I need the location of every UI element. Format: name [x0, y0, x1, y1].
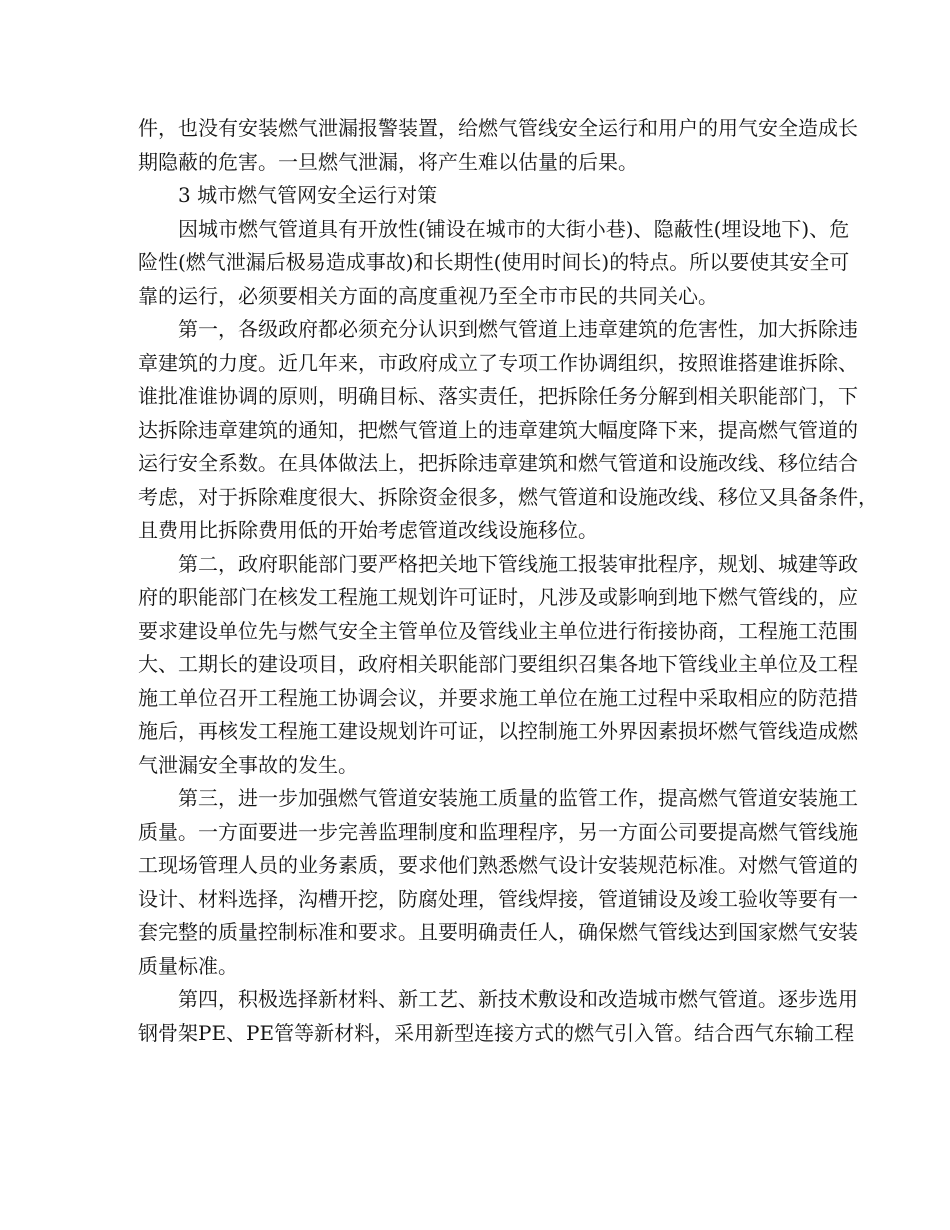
text-line: 要求建设单位先与燃气安全主管单位及管线业主单位进行衔接协商，工程施工范围 — [138, 618, 858, 643]
text-line: 第三，进一步加强燃气管道安装施工质量的监管工作，提高燃气管道安装施工 — [178, 786, 858, 810]
text-line: 第二，政府职能部门要严格把关地下管线施工报装审批程序，规划、城建等政 — [178, 551, 858, 576]
text-line: 工现场管理人员的业务素质，要求他们熟悉燃气设计安装规范标准。对燃气管道的 — [138, 853, 858, 877]
text-line: 气泄漏安全事故的发生。 — [138, 752, 358, 777]
text-line: 第一，各级政府都必须充分认识到燃气管道上违章建筑的危害性，加大拆除违 — [178, 317, 858, 341]
text-line: 期隐蔽的危害。一旦燃气泄漏，将产生难以估量的后果。 — [138, 149, 638, 174]
text-line: 套完整的质量控制标准和要求。且要明确责任人，确保燃气管线达到国家燃气安装 — [138, 920, 858, 944]
text-line: 大、工期长的建设项目，政府相关职能部门要组织召集各地下管线业主单位及工程 — [138, 652, 858, 676]
text-line: 3 城市燃气管网安全运行对策 — [178, 183, 438, 207]
text-line: 施工单位召开工程施工协调会议，并要求施工单位在施工过程中采取相应的防范措 — [138, 685, 858, 710]
text-line: 施后，再核发工程施工建设规划许可证，以控制施工外界因素损坏燃气管线造成燃 — [138, 719, 858, 743]
text-line: 钢骨架PE、PE管等新材料，采用新型连接方式的燃气引入管。结合西气东输工程 — [138, 1020, 855, 1045]
text-line: 靠的运行，必须要相关方面的高度重视乃至全市市民的共同关心。 — [138, 283, 718, 308]
text-line: 质量。一方面要进一步完善监理制度和监理程序，另一方面公司要提高燃气管线施 — [138, 819, 858, 844]
text-line: 且费用比拆除费用低的开始考虑管道改线设施移位。 — [138, 518, 598, 542]
text-line: 件，也没有安装燃气泄漏报警装置，给燃气管线安全运行和用户的用气安全造成长 — [138, 116, 858, 140]
text-line: 险性(燃气泄漏后极易造成事故)和长期性(使用时间长)的特点。所以要使其安全可 — [138, 250, 850, 274]
text-line: 因城市燃气管道具有开放性(铺设在城市的大街小巷)、隐蔽性(埋设地下)、危 — [178, 216, 850, 241]
text-line: 达拆除违章建筑的通知，把燃气管道上的违章建筑大幅度降下来，提高燃气管道的 — [138, 417, 858, 442]
text-line: 质量标准。 — [138, 953, 238, 978]
text-line: 谁批准谁协调的原则，明确目标、落实责任，把拆除任务分解到相关职能部门，下 — [138, 384, 858, 408]
document-page — [138, 112, 878, 1050]
text-line: 第四，积极选择新材料、新工艺、新技术敷设和改造城市燃气管道。逐步选用 — [178, 987, 858, 1011]
text-line: 考虑，对于拆除难度很大、拆除资金很多，燃气管道和设施改线、移位又具备条件， — [138, 484, 878, 509]
text-line: 运行安全系数。在具体做法上，把拆除违章建筑和燃气管道和设施改线、移位结合 — [138, 451, 858, 475]
text-line: 府的职能部门在核发工程施工规划许可证时，凡涉及或影响到地下燃气管线的，应 — [138, 585, 858, 609]
text-line: 章建筑的力度。近几年来，市政府成立了专项工作协调组织，按照谁搭建谁拆除、 — [138, 350, 858, 375]
text-line: 设计、材料选择，沟槽开挖，防腐处理，管线焊接，管道铺设及竣工验收等要有一 — [138, 886, 858, 911]
